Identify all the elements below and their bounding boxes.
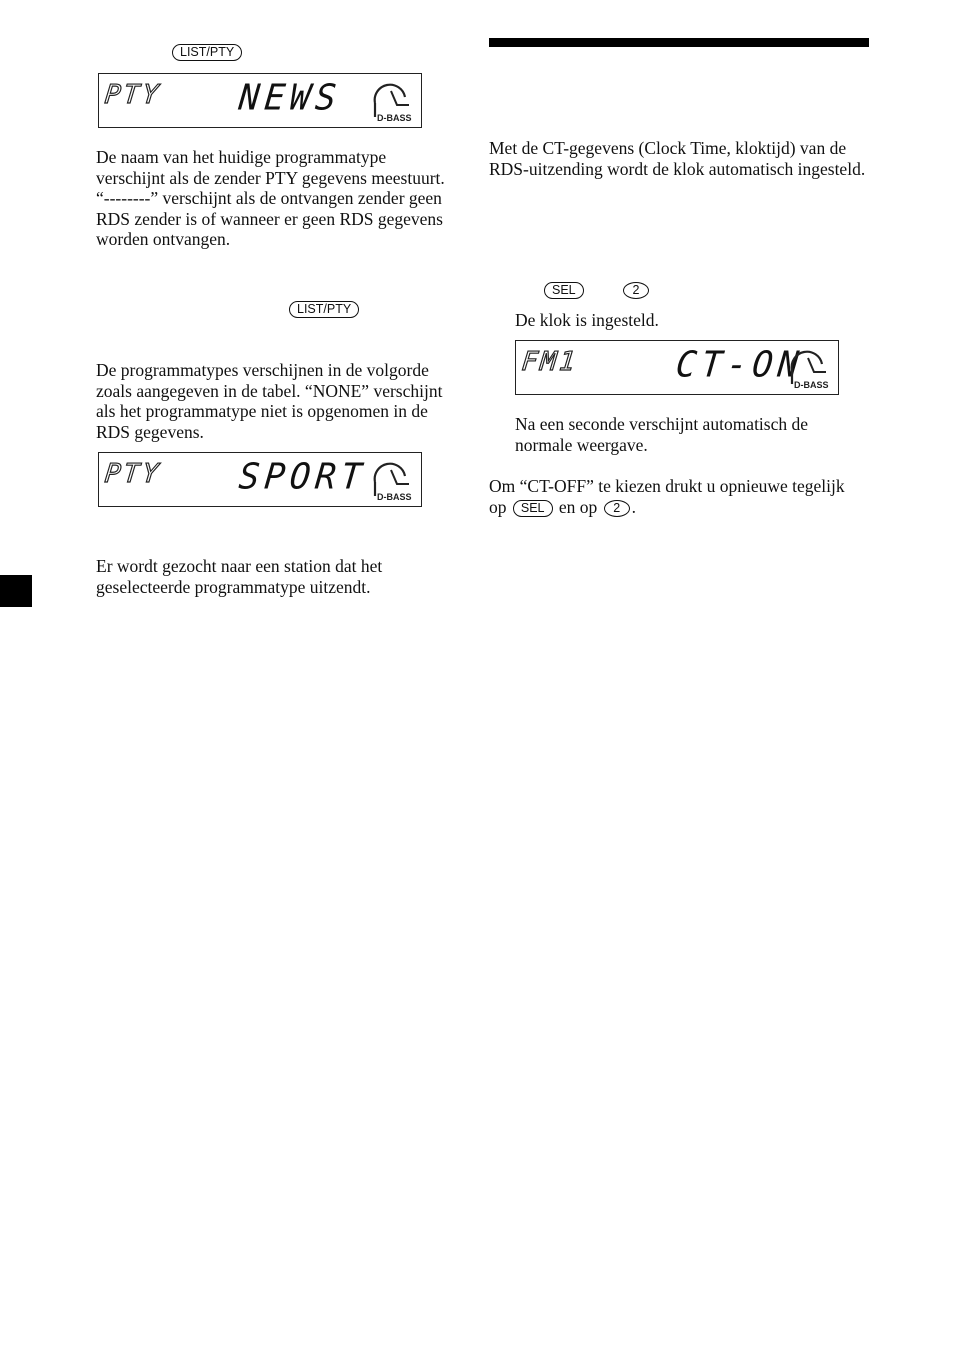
lcd-display-news <box>98 73 422 128</box>
lcd-main-text: NEWS <box>236 77 343 119</box>
d-bass-icon <box>369 458 415 502</box>
ct-off-text-a: Om “CT-OFF” te kiezen drukt u opnieuwe tegelijk op <box>489 476 845 517</box>
paragraph-pty-order: De programmatypes verschijnen in de volgorde zoals aangegeven in de tabel. “NONE” verschijnt als het programmatype niet is opgenomen in de RDS gegevens. <box>96 360 443 442</box>
d-bass-icon <box>369 79 415 123</box>
lcd-display-ct-on <box>515 340 839 395</box>
number-2-key: 2 <box>623 282 649 299</box>
ct-off-text-c: . <box>631 496 637 517</box>
lcd-display-sport <box>98 452 422 507</box>
sel-key-inline: SEL <box>513 500 553 517</box>
lcd-main-text: SPORT <box>236 456 369 498</box>
list-pty-key-2: LIST/PTY <box>289 301 359 318</box>
d-bass-label: D-BASS <box>377 113 412 123</box>
d-bass-label: D-BASS <box>377 492 412 502</box>
d-bass-label: D-BASS <box>794 380 829 390</box>
paragraph-pty-name: De naam van het huidige programmatype verschijnt als de zender PTY gegevens meestuurt. “--------” verschijnt als de ontvangen zender geen RDS zender is of wanneer er geen RDS gegevens worden ontvangen. <box>96 147 445 250</box>
lcd-main-text: CT-ON <box>673 344 806 386</box>
paragraph-normal-display: Na een seconde verschijnt automatisch de normale weergave. <box>515 414 809 455</box>
d-bass-icon <box>786 346 832 390</box>
section-header-bar <box>489 38 869 47</box>
list-pty-key: LIST/PTY <box>172 44 242 61</box>
paragraph-search-station: Er wordt gezocht naar een station dat het geselecteerde programmatype uitzendt. <box>96 556 383 597</box>
ct-off-text-b: en op <box>558 496 598 517</box>
lcd-pty-label: PTY <box>103 80 163 110</box>
page-side-tab <box>0 575 32 607</box>
sel-key: SEL <box>544 282 584 299</box>
paragraph-ct-info: Met de CT-gegevens (Clock Time, kloktijd) van de RDS-uitzending wordt de klok automatisch ingesteld. <box>489 138 866 179</box>
lcd-band-label: FM1 <box>520 347 580 377</box>
paragraph-clock-set: De klok is ingesteld. <box>515 310 659 330</box>
number-2-key-inline: 2 <box>604 500 630 517</box>
paragraph-ct-off <box>489 476 849 518</box>
lcd-pty-label: PTY <box>103 459 163 489</box>
